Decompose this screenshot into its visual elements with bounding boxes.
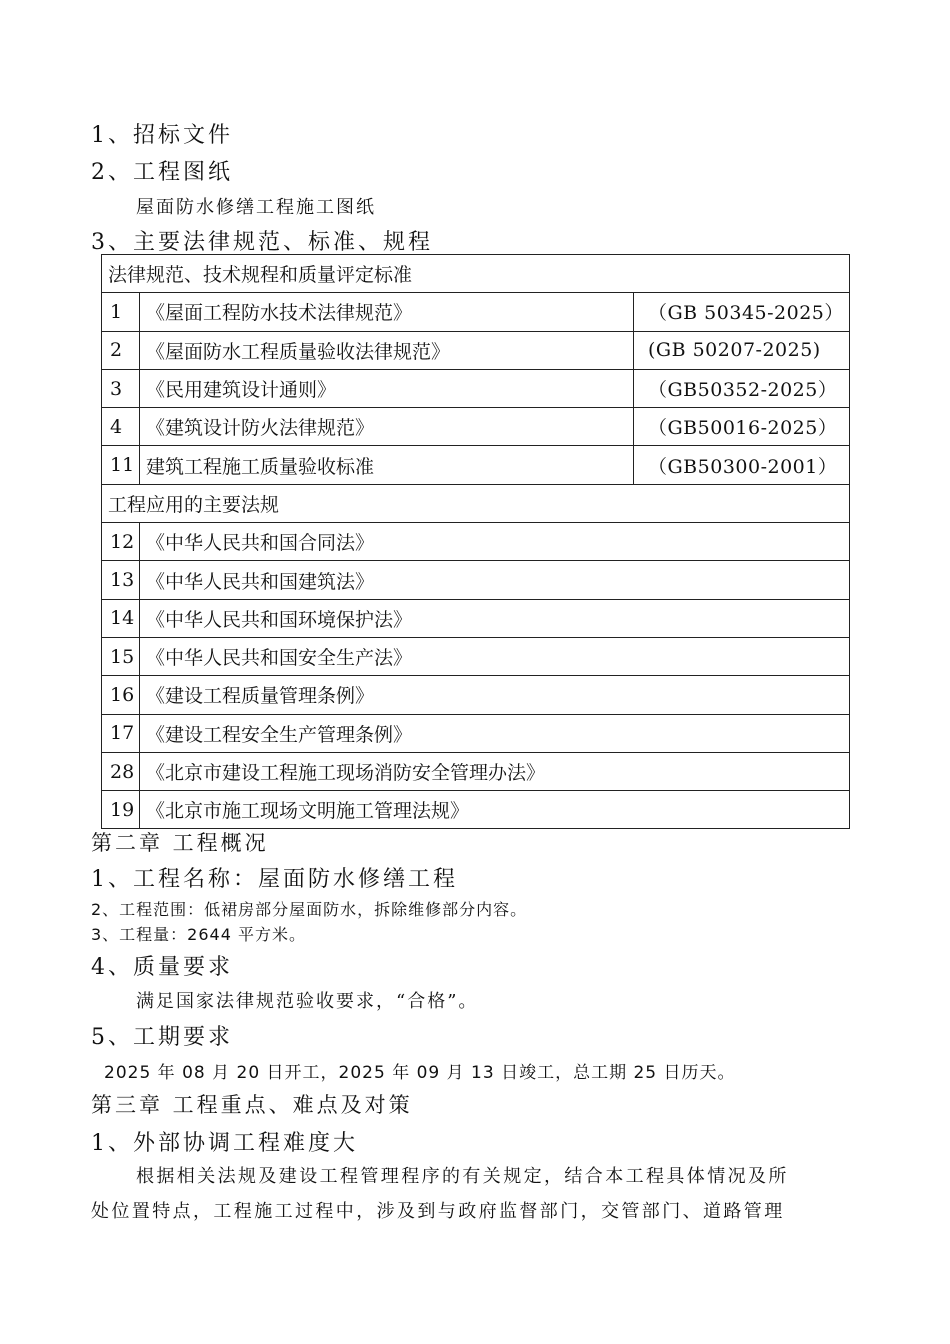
row-standard-name: 建筑工程施工质量验收标准 [140, 446, 634, 484]
project-scope: 2、工程范围：低裙房部分屋面防水，拆除维修部分内容。 [91, 900, 528, 919]
chapter2-title: 第二章 工程概况 [91, 831, 269, 855]
section-title: 工程应用的主要法规 [102, 484, 850, 522]
table-row [102, 714, 850, 752]
item-drawings: 2、工程图纸 [91, 160, 233, 185]
paragraph-line-2: 处位置特点，工程施工过程中，涉及到与政府监督部门，交管部门、道路管理 [91, 1201, 785, 1222]
row-standard-code: （GB50300-2001） [634, 446, 850, 484]
chapter3-title: 第三章 工程重点、难点及对策 [91, 1093, 413, 1117]
row-regulation-name: 《中华人民共和国合同法》 [140, 523, 850, 561]
row-regulation-name: 《建设工程安全生产管理条例》 [140, 714, 850, 752]
laws-table [101, 254, 850, 829]
row-number: 15 [102, 637, 140, 675]
row-number: 3 [102, 369, 140, 407]
row-number: 16 [102, 676, 140, 714]
table-section-header [102, 484, 850, 522]
row-number: 4 [102, 408, 140, 446]
item-laws-heading: 3、主要法律规范、标准、规程 [91, 230, 433, 255]
item-tender-docs: 1、招标文件 [91, 123, 233, 148]
row-regulation-name: 《中华人民共和国环境保护法》 [140, 599, 850, 637]
table-row [102, 752, 850, 790]
row-regulation-name: 《北京市建设工程施工现场消防安全管理办法》 [140, 752, 850, 790]
period-title: 5、工期要求 [91, 1025, 233, 1050]
row-standard-name: 《建筑设计防火法律规范》 [140, 408, 634, 446]
row-standard-name: 《屋面工程防水技术法律规范》 [140, 293, 634, 331]
row-number: 2 [102, 331, 140, 369]
section-title: 法律规范、技术规程和质量评定标准 [102, 255, 850, 293]
table-row [102, 637, 850, 675]
quality-title: 4、质量要求 [91, 955, 233, 980]
row-standard-code: （GB 50345-2025） [634, 293, 850, 331]
row-regulation-name: 《中华人民共和国建筑法》 [140, 561, 850, 599]
row-number: 1 [102, 293, 140, 331]
table-section-header [102, 255, 850, 293]
row-number: 17 [102, 714, 140, 752]
table-row [102, 791, 850, 829]
quality-text: 满足国家法律规范验收要求，“合格”。 [136, 991, 479, 1012]
row-number: 14 [102, 599, 140, 637]
project-name: 1、工程名称：屋面防水修缮工程 [91, 867, 458, 892]
row-regulation-name: 《中华人民共和国安全生产法》 [140, 637, 850, 675]
paragraph-line-1: 根据相关法规及建设工程管理程序的有关规定，结合本工程具体情况及所 [136, 1166, 789, 1187]
row-number: 19 [102, 791, 140, 829]
row-number: 13 [102, 561, 140, 599]
coordination-heading: 1、外部协调工程难度大 [91, 1131, 358, 1156]
row-number: 28 [102, 752, 140, 790]
row-standard-code: （GB50016-2025） [634, 408, 850, 446]
row-regulation-name: 《建设工程质量管理条例》 [140, 676, 850, 714]
drawings-detail: 屋面防水修缮工程施工图纸 [136, 197, 376, 218]
table-row [102, 293, 850, 331]
row-standard-name: 《屋面防水工程质量验收法律规范》 [140, 331, 634, 369]
row-standard-name: 《民用建筑设计通则》 [140, 369, 634, 407]
table-row [102, 676, 850, 714]
row-number: 12 [102, 523, 140, 561]
table-row [102, 446, 850, 484]
table-row [102, 331, 850, 369]
row-standard-code: （GB50352-2025） [634, 369, 850, 407]
table-row [102, 523, 850, 561]
table-row [102, 599, 850, 637]
row-regulation-name: 《北京市施工现场文明施工管理法规》 [140, 791, 850, 829]
period-text: 2025 年 08 月 20 日开工，2025 年 09 月 13 日竣工，总工期 25 日历天。 [104, 1063, 736, 1083]
table-row [102, 408, 850, 446]
table-row [102, 561, 850, 599]
row-standard-code: (GB 50207-2025) [634, 331, 850, 369]
project-quantity: 3、工程量：2644 平方米。 [91, 925, 306, 944]
table-row [102, 369, 850, 407]
row-number: 11 [102, 446, 140, 484]
